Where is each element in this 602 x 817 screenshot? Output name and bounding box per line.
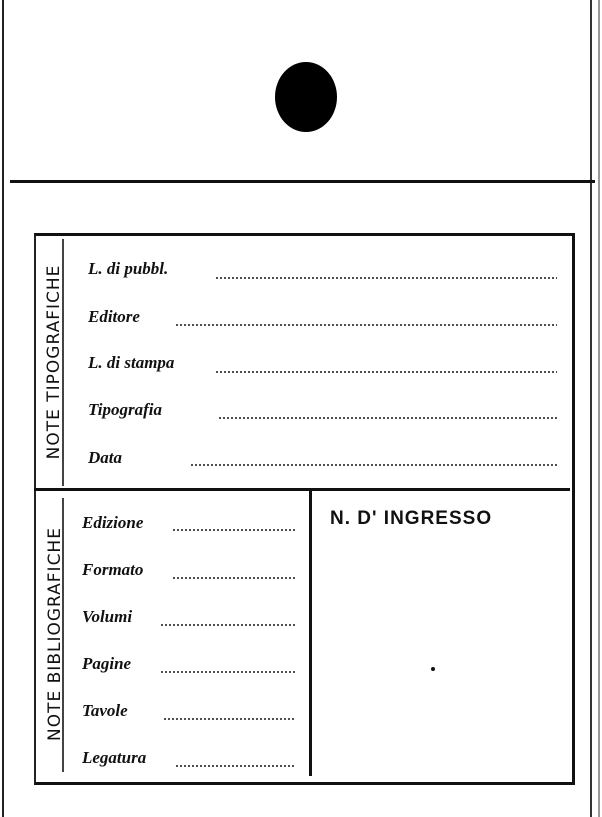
- label-data: Data: [88, 448, 122, 467]
- field-line-volumi[interactable]: [160, 624, 296, 626]
- label-tavole: Tavole: [82, 701, 128, 720]
- field-line-edizione[interactable]: [172, 529, 296, 531]
- field-line-luogo-pubblicazione[interactable]: [215, 277, 557, 279]
- field-line-luogo-stampa[interactable]: [215, 371, 557, 373]
- field-line-formato[interactable]: [172, 577, 296, 579]
- field-line-tavole[interactable]: [163, 718, 296, 720]
- label-tipografia: Tipografia: [88, 400, 162, 419]
- field-line-tipografia[interactable]: [218, 417, 557, 419]
- section-divider: [34, 488, 570, 491]
- label-formato: Formato: [82, 560, 144, 579]
- punch-hole: [275, 62, 337, 132]
- field-line-legatura[interactable]: [175, 765, 296, 767]
- card-right-edge: [590, 0, 592, 817]
- column-divider: [309, 491, 312, 776]
- label-luogo-pubblicazione: L. di pubbl.: [88, 259, 169, 278]
- label-editore: Editore: [88, 307, 140, 326]
- note-bibliografiche-title: NOTE BIBLIOGRAFICHE: [45, 527, 65, 741]
- fold-line: [10, 180, 595, 183]
- numero-ingresso-heading: N. D' INGRESSO: [330, 508, 493, 529]
- field-line-editore[interactable]: [175, 324, 557, 326]
- label-volumi: Volumi: [82, 607, 133, 626]
- label-pagine: Pagine: [82, 654, 132, 673]
- field-line-pagine[interactable]: [160, 671, 296, 673]
- card-right-edge-shadow: [598, 0, 600, 817]
- label-legatura: Legatura: [82, 748, 147, 767]
- ink-speck: [431, 667, 435, 671]
- note-tipografiche-title: NOTE TIPOGRAFICHE: [44, 264, 64, 460]
- label-edizione: Edizione: [82, 513, 144, 532]
- card-left-edge: [2, 0, 4, 817]
- label-luogo-stampa: L. di stampa: [88, 353, 175, 372]
- field-line-data[interactable]: [190, 464, 557, 466]
